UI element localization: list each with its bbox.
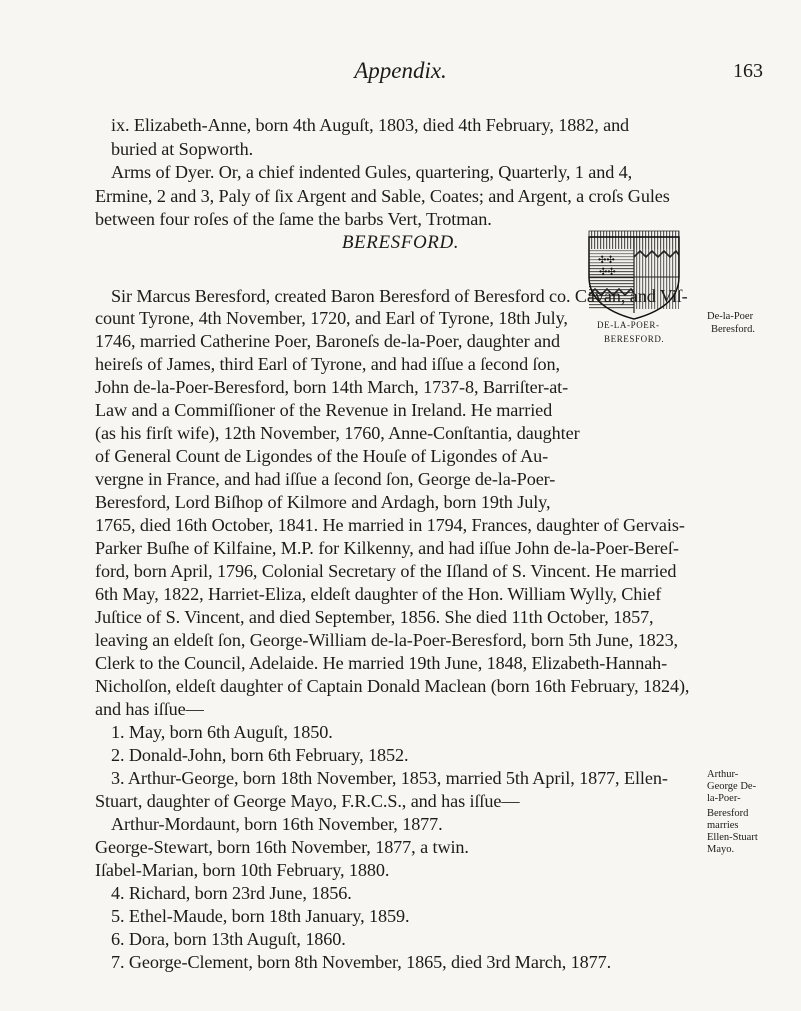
side-note-line: marries <box>707 820 739 831</box>
section-heading: BERESFORD. <box>341 232 460 253</box>
shield-caption-line: BERESFORD. <box>604 334 665 344</box>
text-line: of General Count de Ligondes of the Houſe of Ligondes of Au- <box>95 446 549 466</box>
text-line: Beresford, Lord Biſhop of Kilmore and Ardagh, born 19th July, <box>95 492 551 512</box>
side-note-line: Ellen-Stuart <box>707 832 758 843</box>
side-note-line: George De- <box>707 781 757 792</box>
text-line: Nicholſon, eldeſt daughter of Captain Donald Maclean (born 16th February, 1824), <box>95 676 690 696</box>
list-item: Arthur-Mordaunt, born 16th November, 1877. <box>111 814 443 834</box>
side-note-line: Arthur- <box>707 769 739 780</box>
text-line: leaving an eldeſt ſon, George-William de-la-Poer-Beresford, born 5th June, 1823, <box>95 630 679 650</box>
side-note-line: la-Poer- <box>707 793 741 804</box>
svg-text:✣✣: ✣✣ <box>598 255 615 266</box>
list-item: 4. Richard, born 23rd June, 1856. <box>111 883 352 903</box>
text-line: 1765, died 16th October, 1841. He married in 1794, Frances, daughter of Gervais- <box>95 515 685 535</box>
side-note-line: Mayo. <box>707 844 735 855</box>
svg-text:✣✣: ✣✣ <box>599 267 616 278</box>
side-note-line: De-la-Poer <box>707 311 754 322</box>
text-line: ford, born April, 1796, Colonial Secretary of the Iſland of S. Vincent. He married <box>95 561 677 581</box>
text-line: (as his firſt wife), 12th November, 1760, Anne-Conſtantia, daughter <box>95 423 580 443</box>
text-line: heireſs of James, third Earl of Tyrone, and had iſſue a ſecond ſon, <box>95 354 560 374</box>
text-line: and has iſſue— <box>95 699 204 719</box>
text-line: Arms of Dyer. Or, a chief indented Gules, quartering, Quarterly, 1 and 4, <box>111 162 633 182</box>
list-item: Iſabel-Marian, born 10th February, 1880. <box>95 860 390 880</box>
list-item: 1. May, born 6th Auguſt, 1850. <box>111 722 333 742</box>
list-item: George-Stewart, born 16th November, 1877, a twin. <box>95 837 469 857</box>
text-line: John de-la-Poer-Beresford, born 14th March, 1737-8, Barriſter-at- <box>95 377 569 397</box>
text-line: ix. Elizabeth-Anne, born 4th Auguſt, 1803, died 4th February, 1882, and <box>111 115 630 135</box>
running-title: Appendix. <box>354 58 447 83</box>
list-item: 3. Arthur-George, born 18th November, 1853, married 5th April, 1877, Ellen- <box>111 768 668 788</box>
list-item: 6. Dora, born 13th Auguſt, 1860. <box>111 929 346 949</box>
text-line: Clerk to the Council, Adelaide. He married 19th June, 1848, Elizabeth-Hannah- <box>95 653 668 673</box>
list-item: Stuart, daughter of George Mayo, F.R.C.S., and has iſſue— <box>95 791 520 811</box>
page-number: 163 <box>733 60 763 82</box>
list-item: 2. Donald-John, born 6th February, 1852. <box>111 745 409 765</box>
side-note-line: Beresford. <box>711 324 756 335</box>
text-line: Law and a Commiſſioner of the Revenue in Ireland. He married <box>95 400 553 420</box>
text-line: count Tyrone, 4th November, 1720, and Earl of Tyrone, 18th July, <box>95 308 568 328</box>
text-line: 6th May, 1822, Harriet-Eliza, eldeſt daughter of the Hon. William Wylly, Chief <box>95 584 662 604</box>
text-line: Parker Buſhe of Kilfaine, M.P. for Kilkenny, and had iſſue John de-la-Poer-Bereſ- <box>95 538 679 558</box>
text-line: Ermine, 2 and 3, Paly of ſix Argent and Sable, Coates; and Argent, a croſs Gules <box>95 186 670 206</box>
text-line: Sir Marcus Beresford, created Baron Beresford of Beresford co. Cavan, and Viſ- <box>111 286 688 306</box>
side-note-line: Beresford <box>707 808 749 819</box>
text-line: 1746, married Catherine Poer, Baroneſs de-la-Poer, daughter and <box>95 331 560 351</box>
text-line: buried at Sopworth. <box>111 139 254 159</box>
text-line: between four roſes of the ſame the barbs Vert, Trotman. <box>95 209 492 229</box>
shield-caption-line: DE-LA-POER- <box>597 320 660 330</box>
text-line: vergne in France, and had iſſue a ſecond ſon, George de-la-Poer- <box>95 469 556 489</box>
list-item: 7. George-Clement, born 8th November, 1865, died 3rd March, 1877. <box>111 952 612 972</box>
text-line: Juſtice of S. Vincent, and died September, 1856. She died 11th October, 1857, <box>95 607 654 627</box>
list-item: 5. Ethel-Maude, born 18th January, 1859. <box>111 906 410 926</box>
